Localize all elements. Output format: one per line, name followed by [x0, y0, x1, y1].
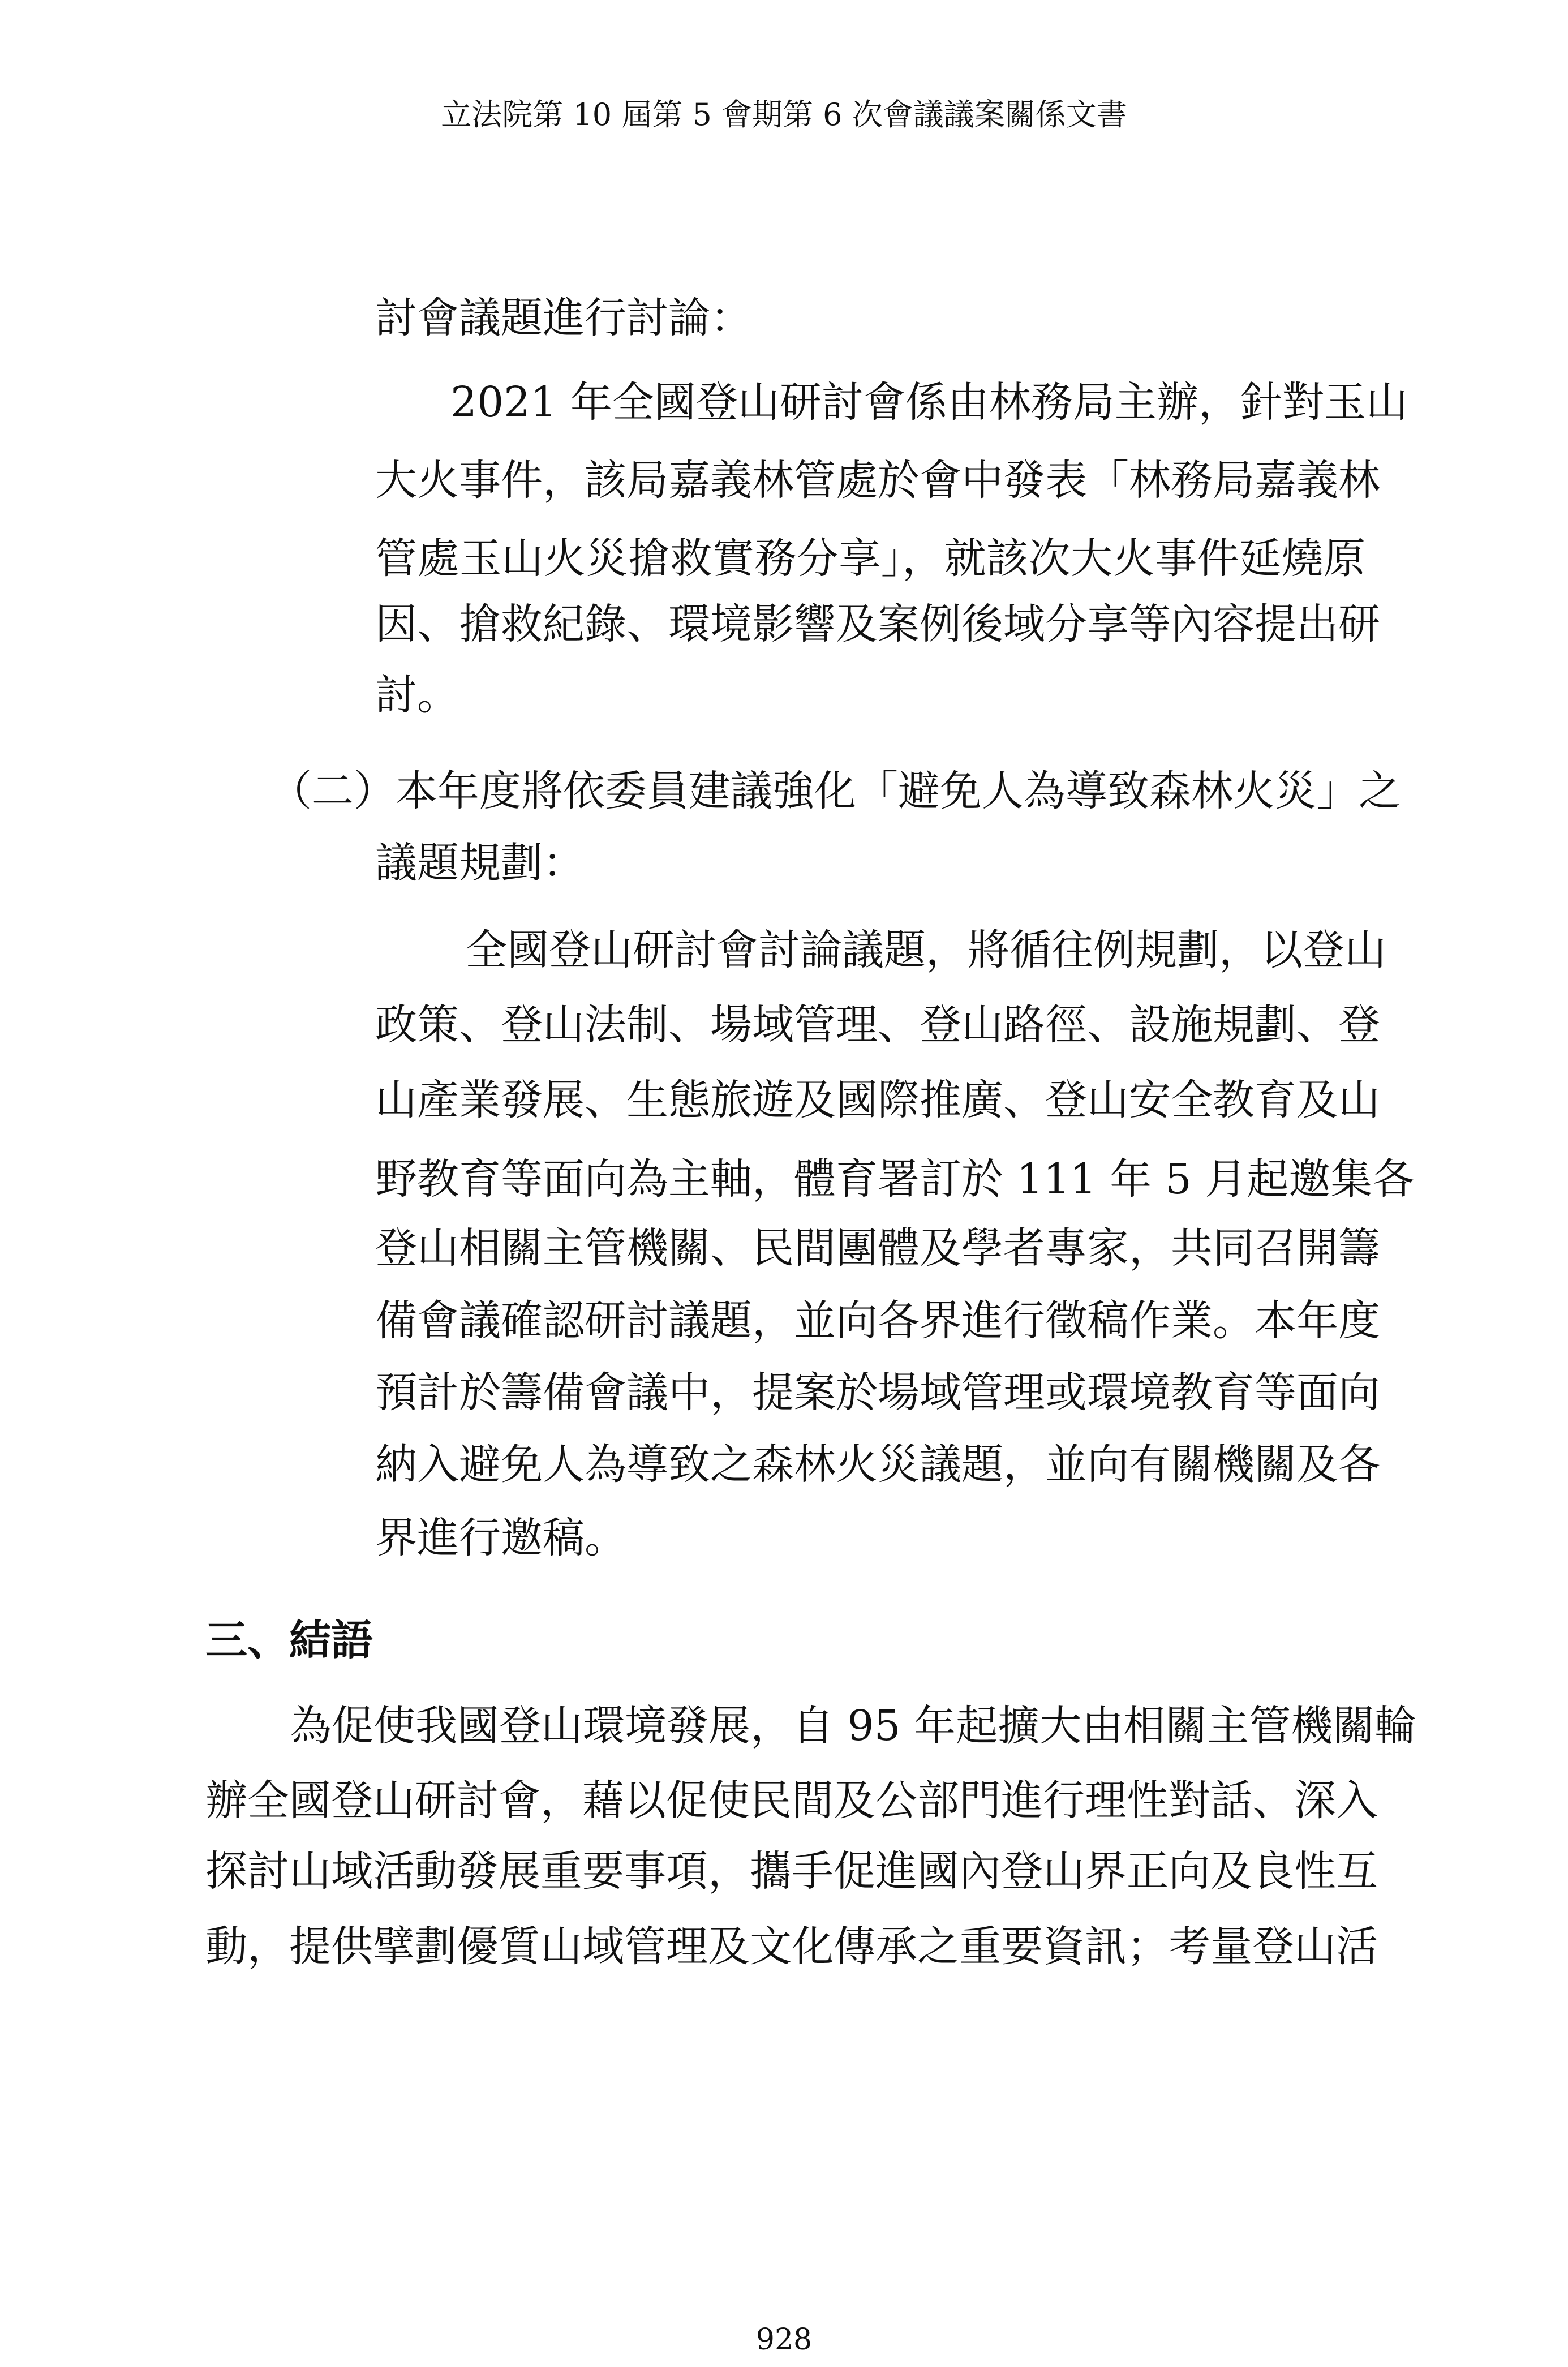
paragraph-line: 野教育等面向為主軸，體育署訂於 111 年 5 月起邀集各	[375, 1155, 1415, 1204]
item2-heading-cont: 議題規劃：	[375, 839, 585, 887]
intro-line: 討會議題進行討論：	[375, 294, 752, 342]
paragraph-line: 全國登山研討會討論議題，將循往例規劃，以登山	[465, 926, 1386, 974]
paragraph-line: 預計於籌備會議中，提案於場域管理或環境教育等面向	[375, 1368, 1380, 1417]
paragraph-line: 探討山域活動發展重要事項，攜手促進國內登山界正向及良性互	[205, 1847, 1378, 1896]
paragraph-line: 登山相關主管機關、民間團體及學者專家，共同召開籌	[375, 1224, 1380, 1273]
paragraph-line: 納入避免人為導致之森林火災議題，並向有關機關及各	[375, 1440, 1380, 1489]
item2-heading: （二）本年度將依委員建議強化「避免人為導致森林火災」之	[270, 767, 1401, 815]
paragraph-line: 2021 年全國登山研討會係由林務局主辦，針對玉山	[450, 378, 1408, 427]
paragraph-line: 界進行邀稿。	[375, 1514, 626, 1562]
paragraph-line: 大火事件，該局嘉義林管處於會中發表「林務局嘉義林	[375, 456, 1380, 505]
document-header: 立法院第 10 屆第 5 會期第 6 次會議議案關係文書	[441, 97, 1127, 132]
paragraph-line: 為促使我國登山環境發展，自 95 年起擴大由相關主管機關輪	[290, 1702, 1417, 1750]
paragraph-line: 因、搶救紀錄、環境影響及案例後域分享等內容提出研	[375, 600, 1380, 648]
paragraph-line: 管處玉山火災搶救實務分享」，就該次大火事件延燒原	[375, 534, 1365, 583]
paragraph-line: 政策、登山法制、場域管理、登山路徑、設施規劃、登	[375, 1000, 1380, 1049]
paragraph-line: 動，提供擘劃優質山域管理及文化傳承之重要資訊；考量登山活	[205, 1922, 1378, 1971]
section3-heading: 三、結語	[205, 1616, 373, 1665]
paragraph-line: 備會議確認研討議題，並向各界進行徵稿作業。本年度	[375, 1296, 1380, 1345]
paragraph-line: 辦全國登山研討會，藉以促使民間及公部門進行理性對話、深入	[205, 1776, 1378, 1825]
paragraph-line: 山產業發展、生態旅遊及國際推廣、登山安全教育及山	[375, 1076, 1380, 1124]
page-number: 928	[755, 2323, 813, 2357]
paragraph-line: 討。	[375, 671, 459, 719]
